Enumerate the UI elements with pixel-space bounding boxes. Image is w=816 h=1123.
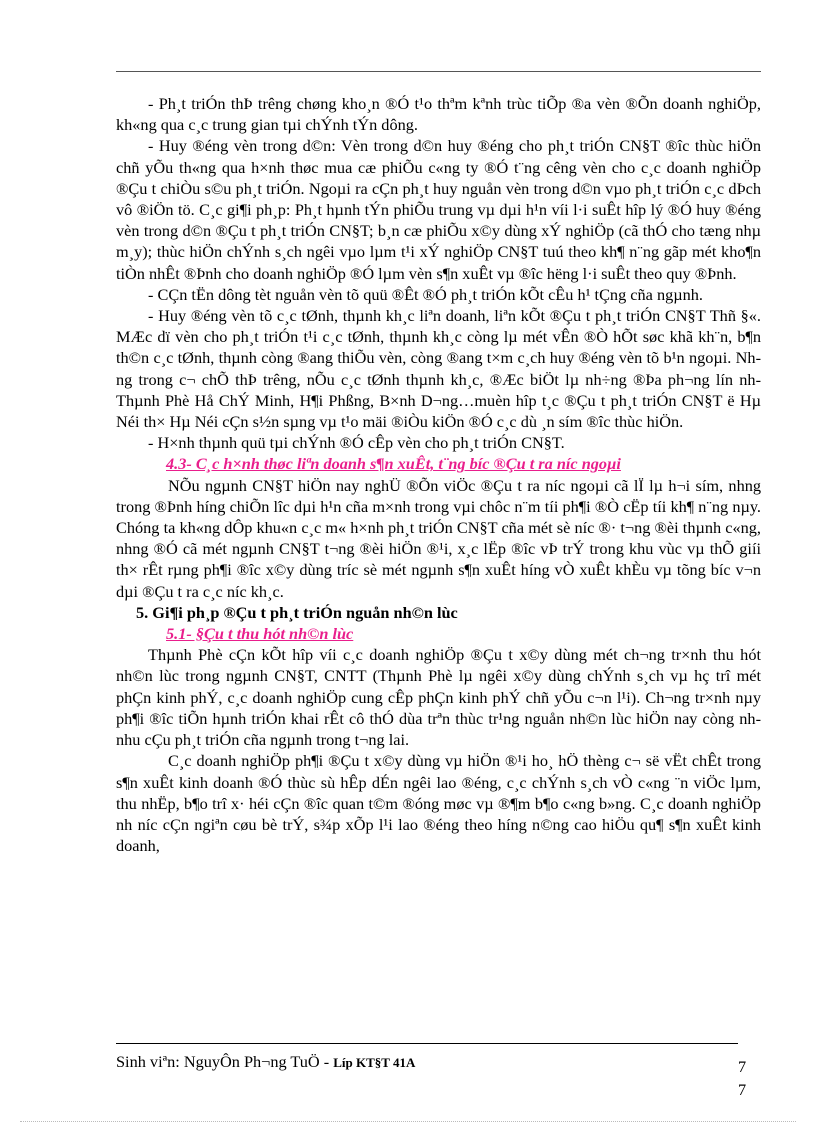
paragraph: Thµnh Phè cÇn kÕt hîp víi c¸c doanh nghiÖp ®Çu t x©y dùng mét ch¬ng tr×nh thu hót nh©n lùc trong ngµnh CN§T, CNTT (Thµnh Phè lµ ngêi x©y dùng chÝnh s¸ch vµ hç trî mét phÇn kinh phÝ, c¸c doanh nghiÖp cung cÊp phÇn kinh phÝ chñ yÕu c¬n l¹i). Ch¬ng tr×nh nµy ph¶i ®îc tiÕn hµnh triÓn khai rÊt cô thÓ dùa trªn thùc tr¹ng nguån nh©n lùc hiÖn nay còng nh nhu cÇu ph¸t triÓn cña ngµnh trong t¬ng lai. xyxy=(116,645,761,750)
paragraph: - H×nh thµnh quü tµi chÝnh ®Ó cÊp vèn cho ph¸t triÓn CN§T. xyxy=(148,433,565,453)
page-edge-dotted-line xyxy=(20,1121,796,1122)
document-body xyxy=(116,93,761,856)
paragraph: C¸c doanh nghiÖp ph¶i ®Çu t x©y dùng vµ hiÖn ®¹i ho¸ hÖ thèng c¬ së vËt chÊt trong s¶n xuÊt kinh doanh ®Ó thùc sù hÊp dÉn ngêi lao ®éng, c¸c chÝnh s¸ch vÒ c«ng ¨n viÖc lµm, thu nhËp, b¶o trî x· héi cÇn ®îc quan t©m ®óng møc vµ ®¶m b¶o c«ng b»ng. C¸c doanh nghiÖp nh níc cÇn ngiªn cøu bè trÝ, s¾p xÕp l¹i lao ®éng theo híng n©ng cao hiÖu qu¶ s¶n xuÊt kinh doanh, xyxy=(116,751,761,856)
footer-rule xyxy=(116,1043,738,1044)
section-heading: 5. Gi¶i ph¸p ®Çu t ph¸t triÓn nguån nh©n lùc xyxy=(136,602,458,622)
footer-author xyxy=(116,1052,415,1072)
section-subheading: 5.1- §Çu t thu hót nh©n lùc xyxy=(166,624,354,644)
paragraph: - CÇn tËn dông tèt nguån vèn tõ quü ®Êt ®Ó ph¸t triÓn kÕt cÊu h¹ tÇng cña ngµnh. xyxy=(148,284,703,304)
footer-class: Líp KT§T 41A xyxy=(333,1055,416,1070)
paragraph: - Huy ®éng vèn trong d©n: Vèn trong d©n huy ®éng cho ph¸t triÓn CN§T ®îc thùc hiÖn chñ yÕu th«ng qua h×nh thøc mua cæ phiÕu c«ng ty ®Ó t¨ng cêng vèn cho c¸c doanh nghiÖp ®Çu t chiÒu s©u ph¸t triÓn. Ngoµi ra cÇn ph¸t huy nguån vèn trong d©n vµo ph¸t triÓn c¸c dÞch vô ®iÖn tö. C¸c gi¶i ph¸p: Ph¸t hµnh tÝn phiÕu trung vµ dµi h¹n víi l·i suÊt hîp lý ®Ó huy ®éng vèn trong d©n ®Çu t ph¸t triÓn CN§T; b¸n cæ phiÕu x©y dùng xÝ nghiÖp (cã thÓ cho tæng nhµ m¸y); thùc hiÖn chÝnh s¸ch ngêi vµo lµm t¹i xÝ nghiÖp CN§T tuú theo kh¶ n¨ng gãp mét kho¶n tiÒn nhÊt ®Þnh cho doanh nghiÖp ®Ó lµm vèn s¶n xuÊt vµ ®îc hëng l·i suÊt theo quy ®Þnh. xyxy=(116,136,761,283)
section-subheading: 4.3- C¸c h×nh thøc liªn doanh s¶n xuÊt, t¨ng bíc ®Çu t ra níc ngoµi xyxy=(166,454,621,474)
page-number: 7 xyxy=(738,1057,747,1076)
header-rule xyxy=(116,71,761,72)
paragraph: - Ph¸t triÓn thÞ trêng chøng kho¸n ®Ó t¹o thªm kªnh trùc tiÕp ®a vèn ®Õn doanh nghiÖp, kh«ng qua c¸c trung gian tµi chÝnh tÝn dông. xyxy=(116,94,761,135)
paragraph: NÕu ngµnh CN§T hiÖn nay nghÜ ®Õn viÖc ®Çu t ra níc ngoµi cã lÏ lµ h¬i sím, nhng trong ®Þnh híng chiÕn lîc dµi h¹n cña m×nh trong vµi chôc n¨m tíi ph¶i ®Ò cËp tíi kh¶ n¨ng nµy. Chóng ta kh«ng dÔp khu«n c¸c m« h×nh ph¸t triÓn CN§T cña mét sè níc ®· t¬ng ®èi thµnh c«ng, nhng ®Ó cã mét ngµnh CN§T t¬ng ®èi hiÖn ®¹i, x¸c lËp ®îc vÞ trÝ trong khu vùc vµ thÕ giíi th× rÊt rµng ph¶i ®îc x©y dùng tríc sè mét ngµnh s¶n xuÊt híng vÒ xuÊt khÈu vµ tõng bíc v¬n dµi ®Çu t ra c¸c níc kh¸c. xyxy=(116,475,761,601)
paragraph: - Huy ®éng vèn tõ c¸c tØnh, thµnh kh¸c liªn doanh, liªn kÕt ®Çu t ph¸t triÓn CN§T Thñ §«. MÆc dï vèn cho ph¸t triÓn t¹i c¸c tØnh, thµnh kh¸c còng lµ mét vÊn ®Ò hÕt søc khã kh¨n, b¶n th©n c¸c tØnh, thµnh còng ®ang thiÕu vèn, còng ®ang t×m c¸ch huy ®éng vèn tõ b¹n ngoµi. Nhng trong c¬ chÕ thÞ trêng, nÕu c¸c tØnh thµnh kh¸c, ®Æc biÖt lµ nh÷ng ®Þa ph¬ng lín nh Thµnh Phè Hå ChÝ Minh, H¶i Phßng, B×nh D¬ng…muèn hîp t¸c ®Çu t ph¸t triÓn CN§T ë Hµ Néi th× Hµ Néi cÇn s½n sµng vµ t¹o mäi ®iÒu kiÖn ®Ó c¸c dù ¸n sím ®îc thùc hiÖn. xyxy=(116,306,761,432)
footer-author-name: Sinh viªn: NguyÔn Ph¬ng TuÖ - xyxy=(116,1052,330,1071)
page-number: 7 xyxy=(738,1080,747,1099)
